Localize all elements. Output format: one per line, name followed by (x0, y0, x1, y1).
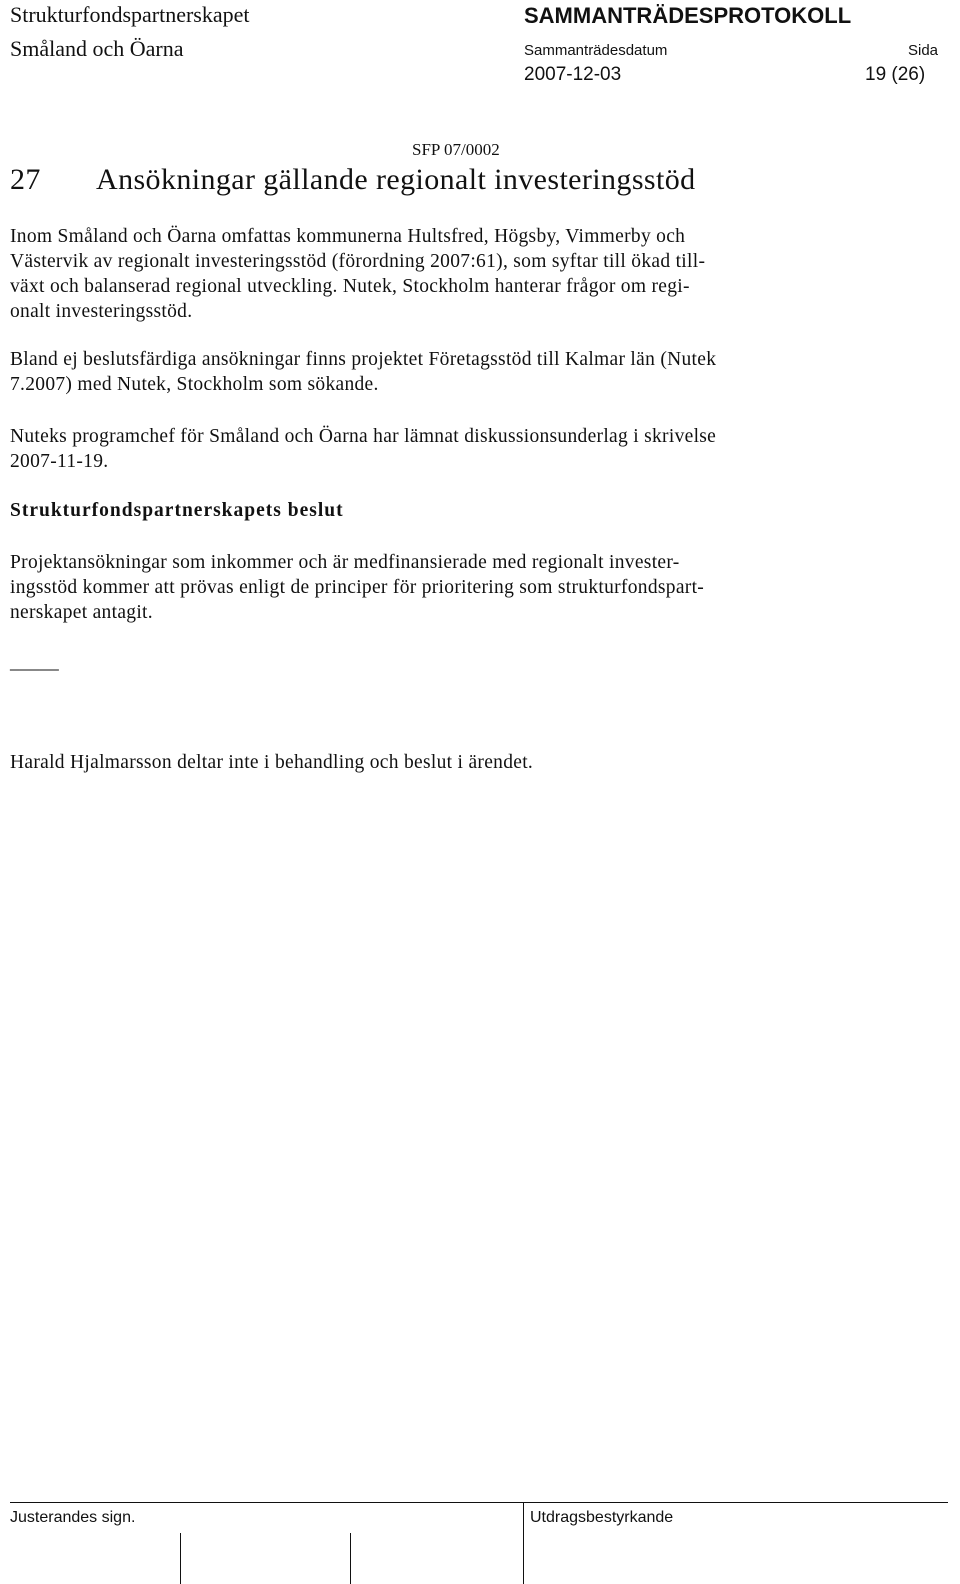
page-label: Sida (908, 42, 939, 59)
recusal-note: Harald Hjalmarsson deltar inte i behandling och beslut i ärendet. (10, 752, 534, 773)
meeting-date-label: Sammanträdesdatum (524, 42, 668, 59)
signature-box-divider (180, 1533, 181, 1584)
signature-box-divider (350, 1533, 351, 1584)
organization-region: Småland och Öarna (10, 36, 184, 61)
page-number: 19 (26) (865, 64, 926, 85)
decision-heading: Strukturfondspartnerskapets beslut (10, 500, 344, 521)
case-number: SFP 07/0002 (412, 140, 500, 159)
section-heading (10, 163, 696, 197)
meeting-date: 2007-12-03 (524, 64, 622, 85)
paragraph-applications: Bland ej beslutsfärdiga ansökningar finns projektet Företagsstöd till Kalmar län (Nutek 7.2007) med Nutek, Stockholm som sökande. (10, 349, 717, 395)
organization-name: Strukturfondspartnerskapet (10, 2, 250, 27)
separator-line: _____ (10, 652, 59, 673)
certification-label: Utdragsbestyrkande (530, 1509, 674, 1526)
footer-rule (10, 1502, 948, 1503)
section-title: Ansökningar gällande regionalt investeringsstöd (96, 163, 696, 196)
footer-column-divider (523, 1502, 524, 1584)
paragraph-intro: Inom Småland och Öarna omfattas kommunerna Hultsfred, Högsby, Vimmerby och Västervik av regionalt investeringsstöd (förordning 2007:61), som syftar till ökad till- växt och balanserad regional utveckling. Nutek, Stockholm hanterar frågor om regi- onalt investeringsstöd. (10, 226, 706, 322)
signature-label: Justerandes sign. (10, 1509, 136, 1526)
decision-text: Projektansökningar som inkommer och är medfinansierade med regionalt invester- ingsstöd kommer att prövas enligt de principer för prioritering som strukturfondspart- nerskapet antagit. (10, 552, 705, 623)
section-number: 27 (10, 163, 41, 196)
document-type: SAMMANTRÄDESPROTOKOLL (524, 3, 852, 28)
paragraph-discussion: Nuteks programchef för Småland och Öarna har lämnat diskussionsunderlag i skrivelse 2007-11-19. (10, 426, 717, 472)
